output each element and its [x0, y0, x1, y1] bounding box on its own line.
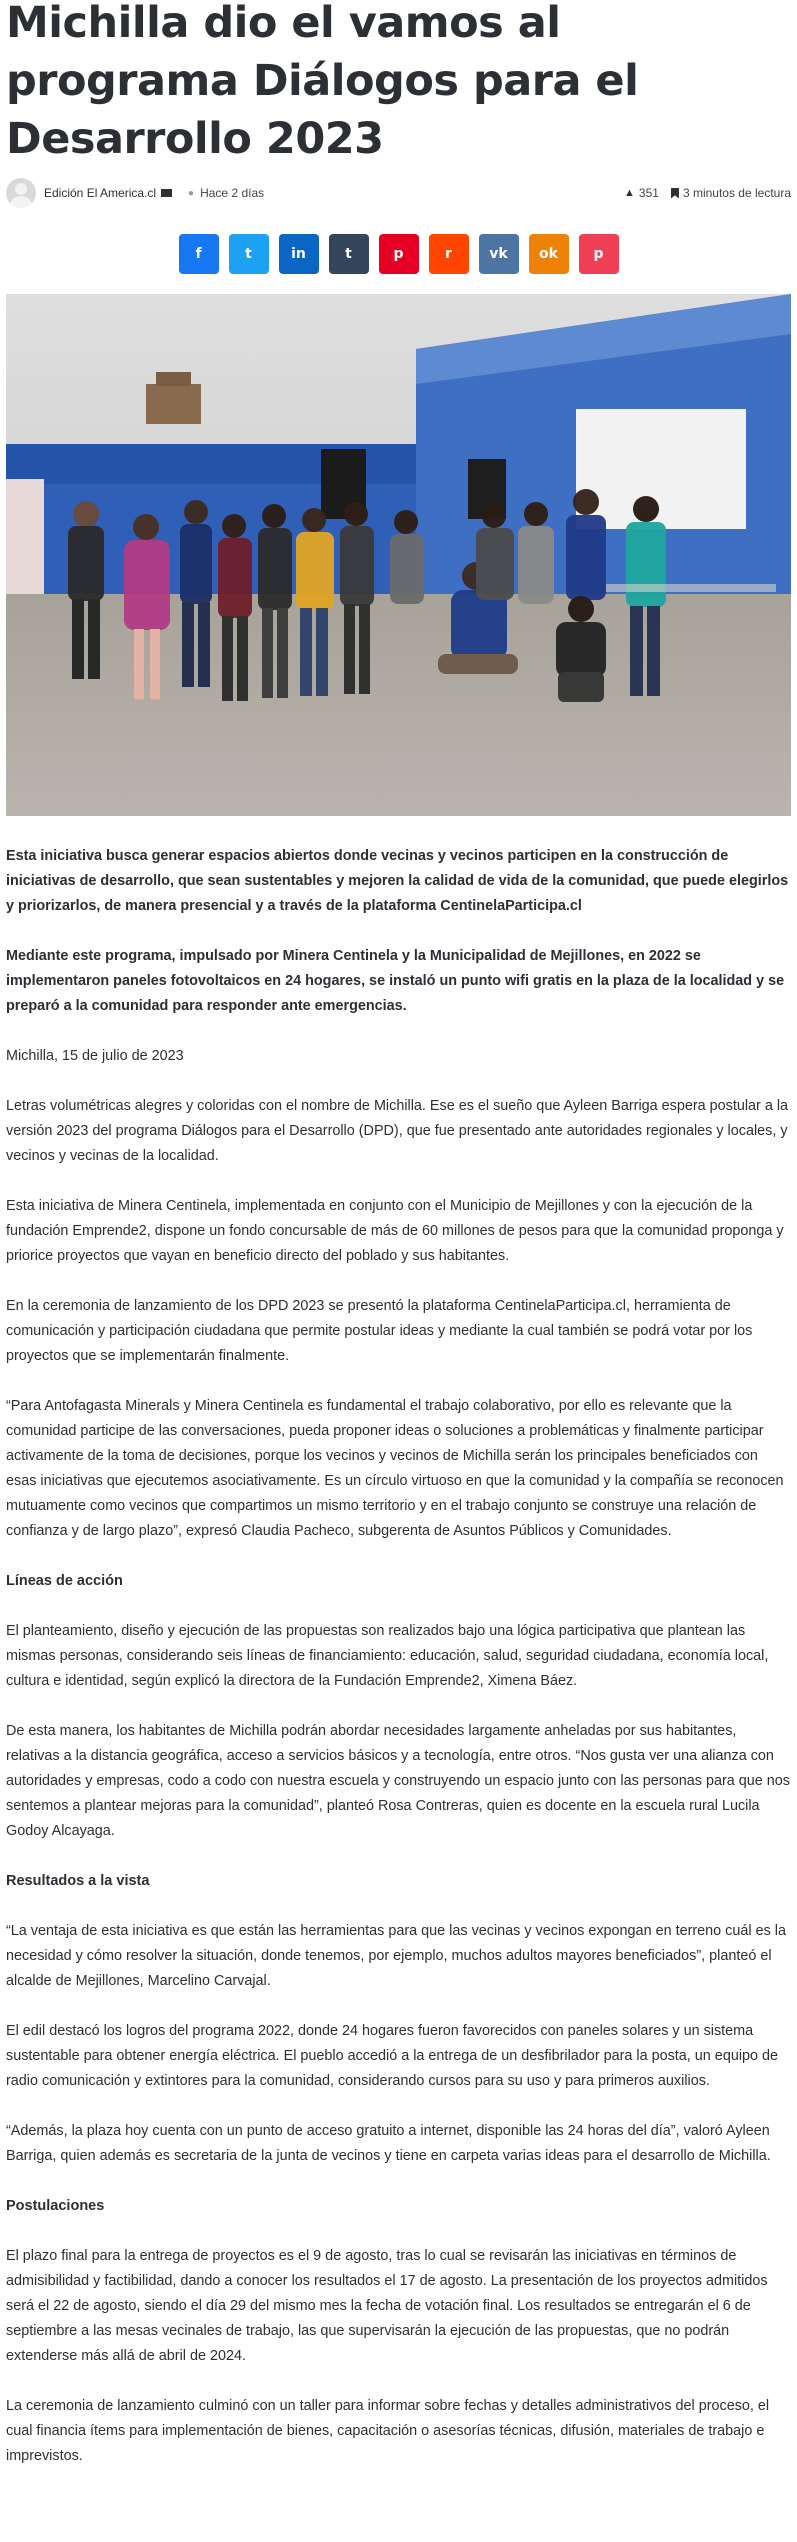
paragraph: Esta iniciativa de Minera Centinela, implementada en conjunto con el Municipio de Mejillones y con la ejecución de la fundación Emprende2, dispone un fondo concursable de más de 60 millones de pesos para que la comunidad proponga y priorice proyectos que vayan en beneficio directo del poblado y sus habitantes.: [6, 1198, 784, 1264]
article-body: [6, 844, 791, 2469]
article-hero-image: [6, 294, 791, 816]
section-heading: Líneas de acción: [6, 1573, 123, 1589]
twitter-icon: t: [245, 246, 252, 262]
author-name[interactable]: Edición El America.cl: [44, 186, 157, 200]
linkedin-icon: in: [291, 246, 306, 262]
view-count: 351: [638, 186, 659, 200]
linkedin-share-button[interactable]: [279, 234, 319, 274]
facebook-share-button[interactable]: [179, 234, 219, 274]
paragraph: “Además, la plaza hoy cuenta con un punto de acceso gratuito a internet, disponible las 24 horas del día”, valoró Ayleen Barriga, quien además es secretaria de la junta de vecinos y tiene en carpeta varias ideas para el desarrollo de Michilla.: [6, 2123, 771, 2164]
group-photo: [6, 294, 791, 816]
envelope-icon[interactable]: [161, 189, 172, 197]
vk-share-button[interactable]: [479, 234, 519, 274]
read-time: 3 minutos de lectura: [682, 186, 791, 200]
article-title: Michilla dio el vamos al programa Diálogos para el Desarrollo 2023: [6, 0, 639, 164]
pocket-icon: p: [593, 246, 604, 262]
odnoklassniki-icon: ok: [539, 246, 558, 262]
lead-paragraph-2: Mediante este programa, impulsado por Minera Centinela y la Municipalidad de Mejillones, en 2022 se implementaron paneles fotovoltaicos en 24 hogares, se instaló un punto wifi gratis en la plaza de la localidad y se preparó a la comunidad para responder ante emergencias.: [6, 948, 785, 1014]
pinterest-icon: p: [393, 246, 404, 262]
reddit-share-button[interactable]: [429, 234, 469, 274]
lead-paragraph-1: Esta iniciativa busca generar espacios abiertos donde vecinas y vecinos participen en la construcción de iniciativas de desarrollo, que sean sustentables y mejoren la calidad de vida de la comunidad, que puede elegirlos y priorizarlos, de manera presencial y a través de la plataforma CentinelaParticipa.cl: [6, 848, 789, 914]
dateline: Michilla, 15 de julio de 2023: [6, 1048, 184, 1064]
bookmark-icon: [671, 188, 679, 199]
tumblr-icon: t: [345, 246, 352, 262]
paragraph: Letras volumétricas alegres y coloridas con el nombre de Michilla. Ese es el sueño que Ayleen Barriga espera postular a la versión 2023 del programa Diálogos para el Desarrollo (DPD), que fue presentado ante autoridades regionales y locales, y vecinos y vecinas de la localidad.: [6, 1098, 789, 1164]
paragraph: En la ceremonia de lanzamiento de los DPD 2023 se presentó la plataforma CentinelaParticipa.cl, herramienta de comunicación y participación ciudadana que permite postular ideas y mediante la cual también se podrá votar por los proyectos que se implementarán finalmente.: [6, 1298, 753, 1364]
tumblr-share-button[interactable]: [329, 234, 369, 274]
facebook-icon: f: [195, 246, 202, 262]
paragraph: El edil destacó los logros del programa 2022, donde 24 hogares fueron favorecidos con paneles solares y un sistema sustentable para obtener energía eléctrica. El pueblo accedió a la entrega de un desfibrilador para la posta, un equipo de radio comunicación y extintores para la comunidad, considerando cursos para su uso y para primeros auxilios.: [6, 2023, 779, 2089]
pocket-share-button[interactable]: [579, 234, 619, 274]
clock-icon: ●: [188, 187, 195, 199]
paragraph: El planteamiento, diseño y ejecución de las propuestas son realizados bajo una lógica participativa que plantean las mismas personas, considerando seis líneas de financiamiento: educación, salud, seguridad ciudadana, economía local, cultura e identidad, según explicó la directora de la Fundación Emprende2, Ximena Báez.: [6, 1623, 769, 1689]
author-avatar[interactable]: [6, 178, 36, 208]
vk-icon: vk: [489, 246, 508, 262]
odnoklassniki-share-button[interactable]: [529, 234, 569, 274]
paragraph: El plazo final para la entrega de proyectos es el 9 de agosto, tras lo cual se revisarán las iniciativas en términos de admisibilidad y factibilidad, dando a conocer los resultados el 17 de agosto. La presentación de los proyectos admitidos será el 22 de agosto, siendo el día 29 del mismo mes la fecha de votación final. Los resultados se entregarán el 6 de septiembre a las mesas vecinales de trabajo, las que supervisarán la ejecución de las propuestas, que no podrán extenderse más allá de abril de 2024.: [6, 2248, 768, 2364]
reddit-icon: r: [445, 246, 452, 262]
section-heading: Postulaciones: [6, 2198, 105, 2214]
twitter-share-button[interactable]: [229, 234, 269, 274]
post-date: Hace 2 días: [200, 186, 265, 200]
pinterest-share-button[interactable]: [379, 234, 419, 274]
fire-icon: ▲: [624, 187, 635, 199]
paragraph: “La ventaja de esta iniciativa es que están las herramientas para que las vecinas y vecinos expongan en terreno cuál es la necesidad y cómo resolver la situación, donde tenemos, por ejemplo, muchos adultos mayores beneficiados”, planteó el alcalde de Mejillones, Marcelino Carvajal.: [6, 1923, 786, 1989]
post-stats: [624, 186, 791, 200]
article-meta: [6, 178, 791, 208]
paragraph: “Para Antofagasta Minerals y Minera Centinela es fundamental el trabajo colaborativo, por ello es relevante que la comunidad participe de las conversaciones, pueda proponer ideas o soluciones a problemáticas y finalmente participar activamente de la toma de decisiones, porque los vecinos y vecinos de Michilla serán los principales beneficiados con esas iniciativas que ejecutemos asociativamente. Es un círculo virtuoso en que la comunidad y la compañía se reconocen mutuamente como vecinos que compartimos un mismo territorio y en el trabajo conjunto se construye una relación de confianza y de largo plazo”, expresó Claudia Pacheco, subgerenta de Asuntos Públicos y Comunidades.: [6, 1398, 784, 1539]
share-buttons: [6, 234, 791, 274]
paragraph: La ceremonia de lanzamiento culminó con un taller para informar sobre fechas y detalles administrativos del proceso, el cual financia ítems para implementación de bienes, capacitación o asesorías técnicas, difusión, materiales de trabajo e imprevistos.: [6, 2398, 770, 2464]
paragraph: De esta manera, los habitantes de Michilla podrán abordar necesidades largamente anheladas por sus habitantes, relativas a la distancia geográfica, acceso a servicios básicos y a tecnología, entre otros. “Nos gusta ver una alianza con autoridades y empresas, codo a codo con nuestra escuela y construyendo un espacio junto con las personas para que nos sentemos a plantear mejoras para la comunidad”, planteó Rosa Contreras, quien es docente en la escuela rural Lucila Godoy Alcayaga.: [6, 1723, 790, 1839]
section-heading: Resultados a la vista: [6, 1873, 150, 1889]
